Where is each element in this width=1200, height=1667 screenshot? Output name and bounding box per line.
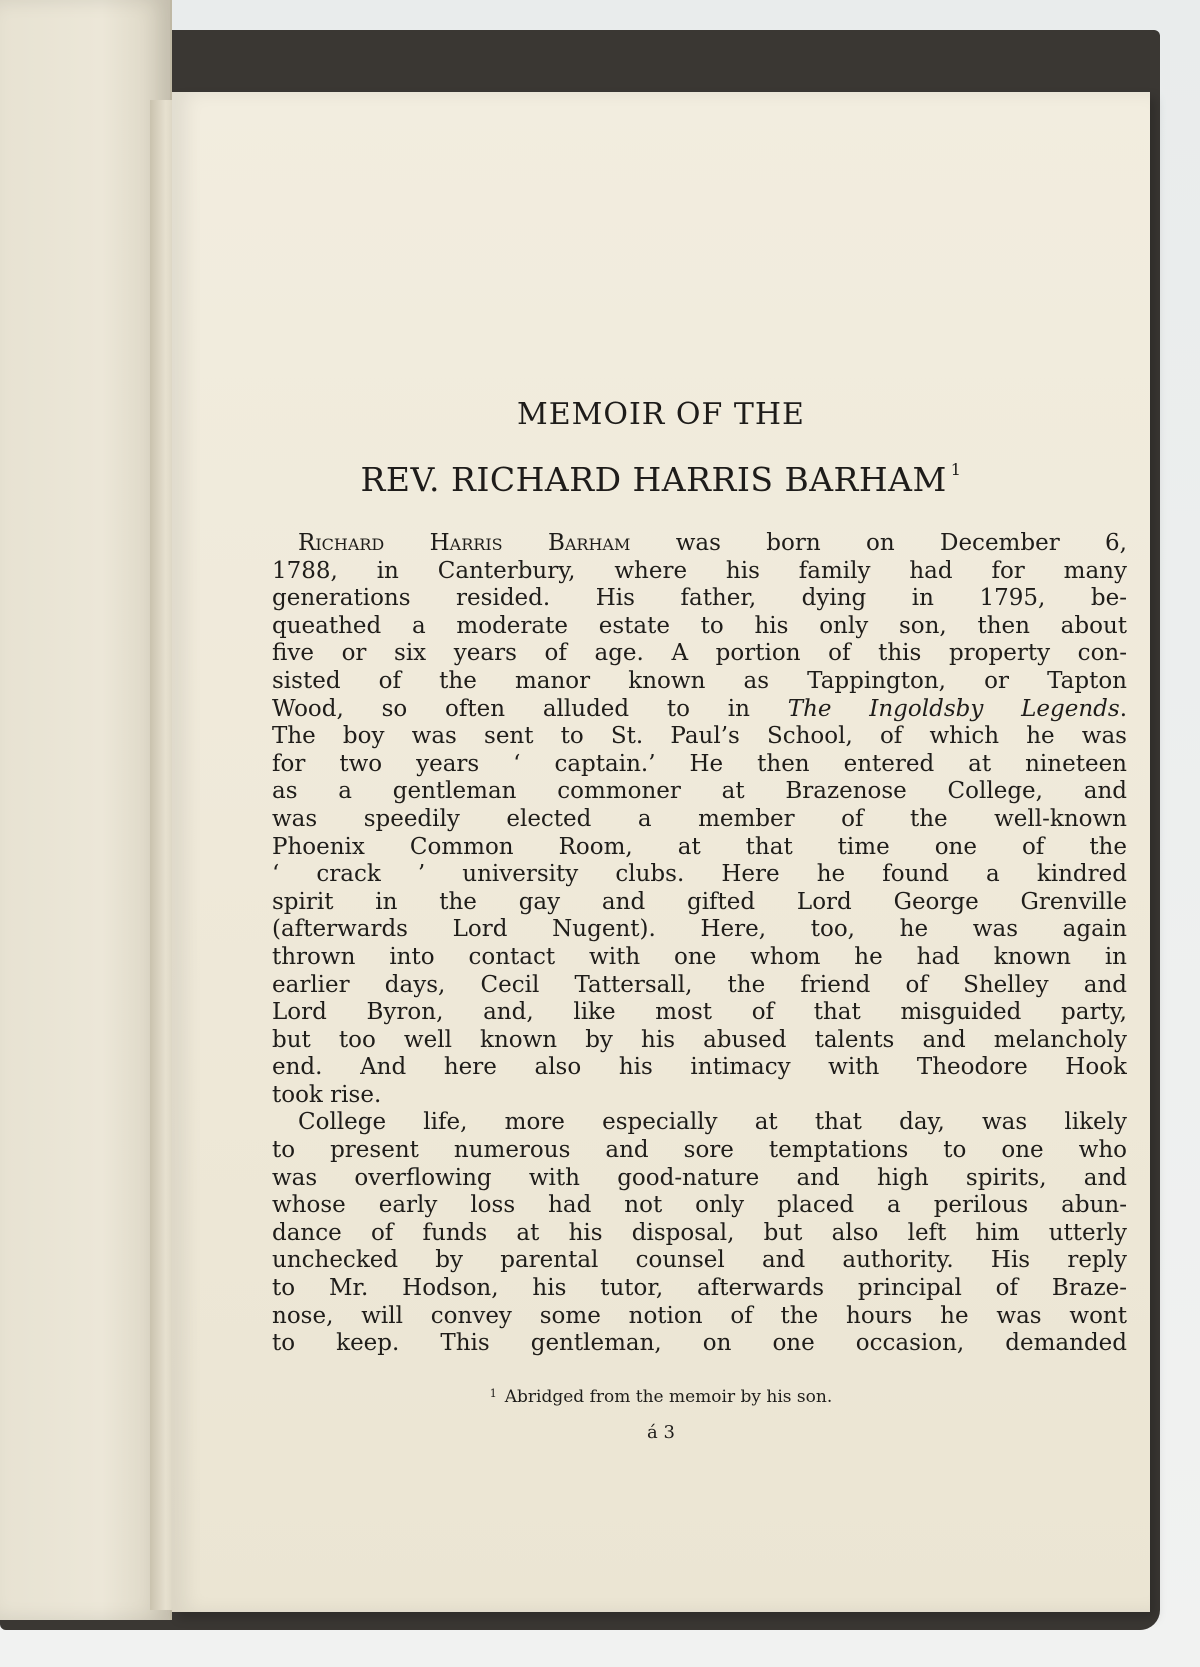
body-line: College life, more especially at that day, was likely [298,1109,1127,1136]
memoir-title-top: MEMOIR OF THE [517,397,805,432]
memoir-title-text: REV. RICHARD HARRIS BARHAM [360,460,947,499]
body-line: unchecked by parental counsel and authority. His reply [272,1247,1127,1274]
footnote-text: Abridged from the memoir by his son. [504,1387,833,1407]
body-line [272,530,1127,558]
body-line: whose early loss had not only placed a perilous abun- [272,1192,1127,1219]
show-through-text [272,267,1112,407]
page-number: á 3 [647,1422,675,1443]
memoir-title-main [172,460,1150,499]
left-page [0,0,172,1620]
body-line: to keep. This gentleman, on one occasion, demanded [272,1330,1127,1357]
body-line: to present numerous and sore temptations to one who [272,1137,1127,1164]
body-line: Phoenix Common Room, at that time one of the [272,833,1127,860]
first-line-rest: was born on December 6, [630,530,1127,556]
subject-name: Richard Harris Barham [298,530,631,556]
body-line: The boy was sent to St. Paul’s School, of which he was [272,723,1127,750]
footnote-marker: 1 [489,1387,497,1400]
body-line: as a gentleman commoner at Brazenose College, and [272,778,1127,805]
body-line: earlier days, Cecil Tattersall, the friend of Shelley and [272,971,1127,998]
body-line: spirit in the gay and gifted Lord George Grenville [272,888,1127,915]
body-line: ‘ crack ’ university clubs. Here he found a kindred [272,861,1127,888]
body-line: dance of funds at his disposal, but also left him utterly [272,1219,1127,1246]
body-line: 1788, in Canterbury, where his family had for many [272,557,1127,584]
body-line: generations resided. His father, dying in 1795, be- [272,585,1127,612]
body-line: to Mr. Hodson, his tutor, afterwards principal of Braze- [272,1275,1127,1302]
body-line: (afterwards Lord Nugent). Here, too, he was again [272,916,1127,943]
right-page [172,92,1150,1612]
body-line: queathed a moderate estate to his only son, then about [272,612,1127,639]
body-line: was overflowing with good-nature and high spirits, and [272,1164,1127,1191]
body-line: was speedily elected a member of the well-known [272,805,1127,832]
footnote [172,1387,1150,1407]
body-line: Lord Byron, and, like most of that misguided party, [272,999,1127,1026]
memoir-body [272,530,1127,1358]
body-line-last: took rise. [272,1081,382,1108]
body-line: but too well known by his abused talents and melancholy [272,1026,1127,1053]
footnote-ref: 1 [950,460,962,479]
body-line: Wood, so often alluded to in The Ingoldsby Legends. [272,695,1127,722]
body-line: nose, will convey some notion of the hours he was wont [272,1302,1127,1329]
book-title-italic: The Ingoldsby Legends [787,695,1120,722]
body-line: five or six years of age. A portion of this property con- [272,640,1127,667]
body-line: sisted of the manor known as Tappington, or Tapton [272,667,1127,694]
body-line: end. And here also his intimacy with Theodore Hook [272,1054,1127,1081]
body-line: for two years ‘ captain.’ He then entered at nineteen [272,750,1127,777]
body-line: thrown into contact with one whom he had known in [272,943,1127,970]
